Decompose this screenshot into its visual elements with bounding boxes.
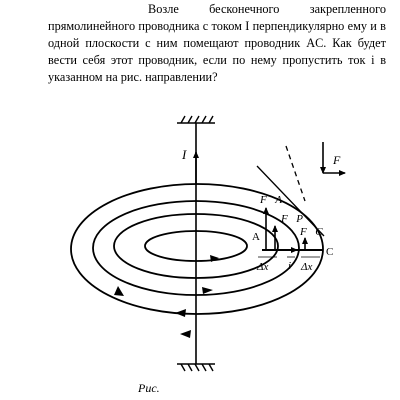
label-force-FP: F⃗P <box>281 213 303 225</box>
label-current-i: i <box>288 260 292 272</box>
label-point-C: C <box>326 246 334 258</box>
top-mount <box>177 116 215 123</box>
bottom-mount <box>177 364 215 371</box>
problem-paragraph: Возле бесконечного закрепленного прямолинейного проводника с током I перпендикулярно ему и в одной плоскости с ним помещают проводник AC. Как будет вести себя этот проводник, если по нему пропустить ток i в указанном на рис. направлении? <box>48 2 386 84</box>
label-force-FA: F⃗A <box>260 194 282 206</box>
figure-caption: Рис. <box>138 381 160 395</box>
field-direction-arrows <box>114 255 219 338</box>
label-dx-right: Δx <box>301 261 313 273</box>
label-current-I: I <box>182 147 187 162</box>
label-force-FC: F⃗C <box>300 226 323 238</box>
label-dx-left: Δx <box>257 261 269 273</box>
label-point-A: A <box>252 231 260 243</box>
label-force-F: F⃗ <box>333 153 350 167</box>
dashed-position-line <box>286 146 305 201</box>
